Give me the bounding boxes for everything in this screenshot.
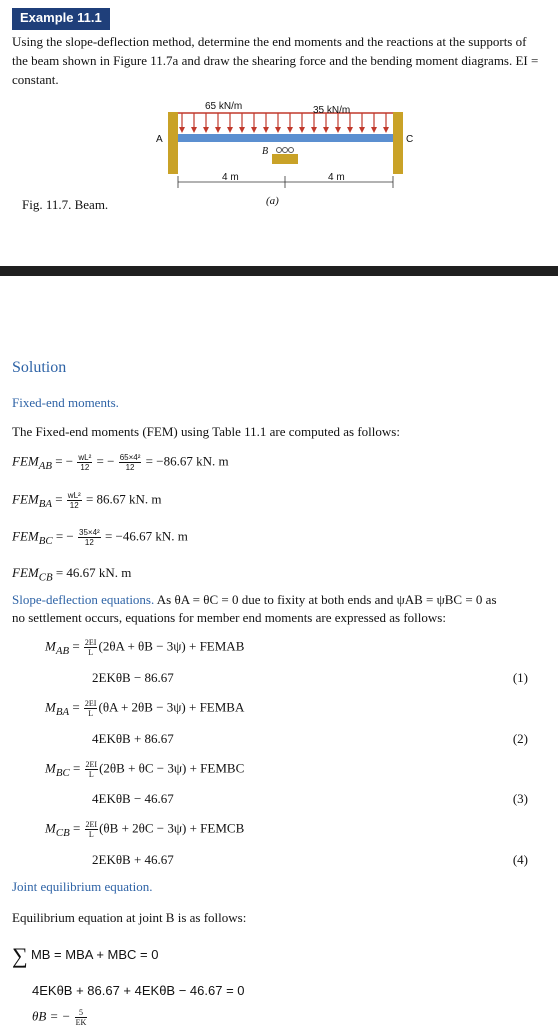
- theta-b-result: θB = − $\frac{5}{EK}$: [32, 1008, 87, 1027]
- problem-statement: Using the slope-deflection method, determine the end moments and the reactions at the supports of the beam shown in Figure 11.7a and draw the shearing force and the bending moment diagrams. EI = constant.: [12, 34, 539, 87]
- load-arrow-head: [383, 127, 389, 133]
- example-badge: Example 11.1: [12, 8, 110, 30]
- sd-text-line-1: Slope-deflection equations. As θA = θC = 0 due to fixity at both ends and ψAB = ψBC = 0 as: [12, 592, 497, 607]
- load-arrow-head: [179, 127, 185, 133]
- fem-ba-equation: $FEM_{BA}$ = $\frac{\text{wL²}}{12}$ = 86.67 kN. m: [12, 491, 162, 511]
- fixed-support-a: [168, 112, 178, 174]
- eq-2-result: 4EKθB + 86.67: [92, 731, 174, 746]
- label-b: B: [262, 146, 269, 157]
- load-arrow-head: [311, 127, 317, 133]
- beam: [178, 134, 393, 142]
- figure-caption: (a): [266, 195, 279, 207]
- beam-figure: [150, 98, 420, 213]
- load-arrows: [179, 113, 389, 133]
- load-arrow-head: [263, 127, 269, 133]
- load-arrow-head: [191, 127, 197, 133]
- eq-4-result: 2EKθB + 46.67: [92, 852, 174, 867]
- eq-3-result: 4EKθB − 46.67: [92, 791, 174, 806]
- eq-4-definition: $M_{CB}$ = $\frac{2EI}{L}$ (θB + 2θC − 3ψ) + FEMCB: [45, 820, 245, 840]
- load-arrow-head: [371, 127, 377, 133]
- eq-1-definition: $M_{AB}$ = $\frac{2EI}{L}$ (2θA + θB − 3ψ) + FEMAB: [45, 638, 245, 658]
- figure-label: Fig. 11.7. Beam.: [22, 197, 109, 212]
- load-arrow-head: [359, 127, 365, 133]
- fem-ab-equation: $FEM_{AB}$ = − $\frac{\text{wL²}}{12}$ = − $\frac{\text{65×4²}}{12}$ = −86.67 kN. m: [12, 453, 229, 473]
- label-c: C: [406, 134, 414, 145]
- sigma-icon: ∑: [12, 943, 28, 968]
- load-arrow-head: [275, 127, 281, 133]
- load-arrow-head: [335, 127, 341, 133]
- sd-text-line-2: no settlement occurs, equations for member end moments are expressed as follows:: [12, 610, 446, 625]
- eq-2-number: (2): [512, 731, 528, 746]
- fixed-support-c: [393, 112, 403, 174]
- fem-heading: Fixed-end moments.: [12, 395, 119, 410]
- sum-equation: ∑ MB = MBA + MBC = 0: [12, 943, 159, 968]
- label-a: A: [156, 134, 163, 145]
- sd-heading: Slope-deflection equations.: [12, 592, 155, 607]
- eq-4-number: (4): [512, 852, 528, 867]
- load-left-label: 65 kN/m: [205, 101, 243, 112]
- load-arrow-head: [203, 127, 209, 133]
- load-arrow-head: [347, 127, 353, 133]
- load-arrow-head: [299, 127, 305, 133]
- fem-cb-equation: $FEM_{CB} = 46.67$ kN. m: [12, 565, 132, 584]
- span-left-label: 4 m: [222, 172, 239, 183]
- roller-support-b: [272, 154, 298, 164]
- span-right-label: 4 m: [328, 172, 345, 183]
- fem-bc-equation: $FEM_{BC}$ = − $\frac{\text{35×4²}}{12}$ = −46.67 kN. m: [12, 528, 188, 548]
- solution-heading: Solution: [12, 359, 67, 376]
- eq-1-number: (1): [512, 670, 528, 685]
- roller-wheels: [277, 148, 294, 153]
- load-arrow-head: [227, 127, 233, 133]
- load-arrow-head: [287, 127, 293, 133]
- je-heading: Joint equilibrium equation.: [12, 879, 153, 894]
- load-right-label: 35 kN/m: [313, 105, 351, 116]
- eq-3-number: (3): [512, 791, 528, 806]
- eq-1-result: 2EKθB − 86.67: [92, 670, 174, 685]
- load-arrow-head: [251, 127, 257, 133]
- load-arrow-head: [215, 127, 221, 133]
- load-arrow-head: [323, 127, 329, 133]
- section-divider: [0, 266, 558, 276]
- je-intro: Equilibrium equation at joint B is as follows:: [12, 910, 247, 925]
- eq-3-definition: $M_{BC}$ = $\frac{2EI}{L}$ (2θB + θC − 3ψ) + FEMBC: [45, 760, 245, 780]
- load-arrow-head: [239, 127, 245, 133]
- fem-intro: The Fixed-end moments (FEM) using Table 11.1 are computed as follows:: [12, 424, 400, 439]
- eq-2-definition: $M_{BA}$ = $\frac{2EI}{L}$ (θA + 2θB − 3ψ) + FEMBA: [45, 699, 245, 719]
- sum-substituted: 4EKθB + 86.67 + 4EKθB − 46.67 = 0: [32, 983, 245, 998]
